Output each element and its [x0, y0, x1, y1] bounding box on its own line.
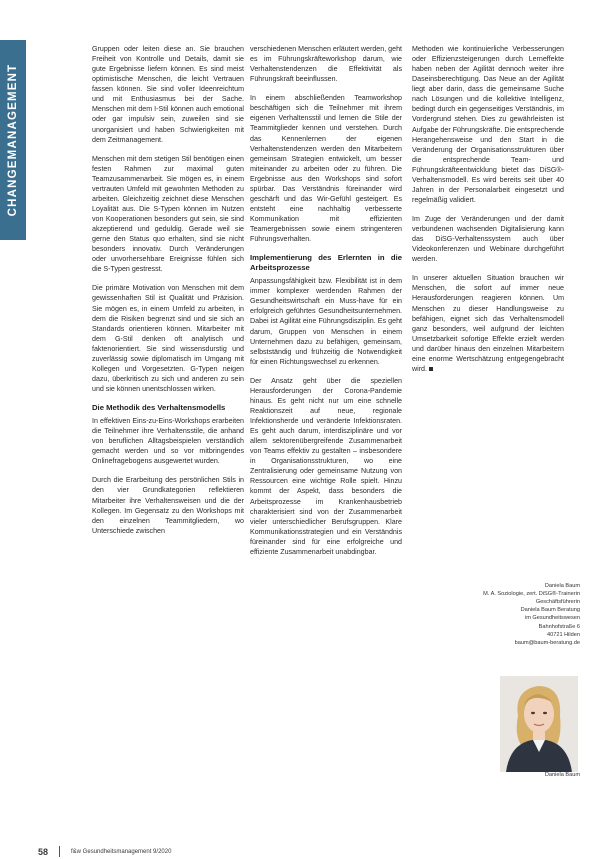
column-2 [250, 44, 402, 566]
section-heading: Die Methodik des Verhaltensmodells [92, 403, 226, 413]
column-3 [412, 44, 564, 383]
page-number: 58 [38, 846, 49, 857]
paragraph-final [412, 273, 564, 374]
author-city: 40721 Hilden [547, 631, 580, 638]
end-mark-icon [429, 367, 433, 371]
paragraph: Durch die Erarbeitung des persönlichen Stils in den vier Grundkategorien reflektieren Mitarbeiter ihre Verhaltensweisen und die der Kollegen. Im Gegensatz zu den Workshops mit den einzelnen Teammitgliedern, wo Unterschiede zwischen [92, 476, 244, 535]
photo-caption: Daniela Baum [544, 772, 580, 778]
author-name: Daniela Baum [544, 583, 580, 589]
paragraph-text: In unserer aktuellen Situation brauchen wir Menschen, die sofort auf immer neue Herausforderungen reagieren können. Um Menschen zu dieser Handlungsweise zu befähigen, eignet sich das Verhaltensmodell ganz besonders, weil aufgrund der leichten Umsetzbarkeit sofortige Effekte erzielt werden und darüber hinaus den einzelnen Mitarbeitern eine enorme Wertschätzung entgegengebracht wird. [412, 274, 564, 373]
section-label: CHANGEMANAGEMENT [7, 63, 19, 217]
paragraph: In einem abschließenden Teamworkshop beschäftigen sich die Teilnehmer mit ihrem eigenen Verhaltensstil und lernen die Stile der Teammitglieder kennen und verstehen. Durch das Kennenlernen der eigenen Verhaltenstendenzen werden den Mitarbeitern gemeinsam Strategien entwickelt, um besser miteinander zu arbeiten oder zu führen. Die Ergebnisse aus den Workshops sind sofort spürbar. Das Verständnis füreinander wird geschärft und das Wir-Gefühl gesteigert. Es entsteht eine nachhaltig verbesserte Kommunikation mit effizienten Teamergebnissen sowie einem stringenteren Führungsverhalten. [250, 94, 402, 244]
author-company: Daniela Baum Beratung [520, 607, 580, 614]
footer-divider [59, 846, 60, 857]
paragraph: In effektiven Eins-zu-Eins-Workshops erarbeiten die Teilnehmer ihre Verhaltensstile, die anhand von beruflichen Alltagsbeispielen verständlich gemacht werden und so vor mitbringendes Onlinefragebogens ausgewertet wurden. [92, 417, 244, 466]
paragraph: Menschen mit dem stetigen Stil benötigen einen festen Rahmen zur maximal guten Teamzusammenarbeit. Sie mögen es, in einem vertrauten Umfeld mit gewohnten Methoden zu arbeiten. Gleichzeitig zeichnet diese Menschen Loyalität aus. Die S-Typen können im Nutzen von Kooperationen besonders gut sein, sie sind akzeptierend und geduldig. Gerade weil sie gerne den Status quo erhalten, sind sie nicht besonders innovativ. Durch Veränderungen oder unvorhersehbare Ereignisse fühlen sich die S-Typen gestresst. [92, 154, 244, 274]
author-title: M. A. Soziologie, zert. DiSG®-Trainerin [483, 591, 580, 598]
section-tab [0, 40, 26, 240]
author-email[interactable]: baum@baum-beratung.de [514, 639, 580, 646]
author-company-line2: im Gesundheitswesen [524, 615, 580, 622]
paragraph: Methoden wie kontinuierliche Verbesserungen oder Effizienzsteigerungen durch Lerneffekte haben neben der Agilität dennoch weiter ihre Daseinsberechtigung. Das Neue an der Agilität liegt aber darin, dass die gemeinsame Suche nach Lösungen und die kollektive Intelligenz, bedingt durch ein gegenseitiges Verständnis, im Vordergrund stehen. Dies zu gewährleisten ist Aufgabe der Führungskräfte. Die entsprechende Herangehensweise und den Start in die Veränderung der Organisationsstrukturen über die entsprechende Team- und Führungskräfteentwicklung bietet das DiSG®-Verhaltensmodell. Es wird bereits seit über 40 Jahren in der Personalarbeit eingesetzt und regelmäßig validiert. [412, 45, 564, 204]
paragraph: Anpassungsfähigkeit bzw. Flexibilität ist in dem immer komplexer werdenden Rahmen der Gesundheitswirtschaft ein Muss-have für ein erfolgreich geführtes Gesundheitsunternehmen. Dabei ist Agilität eine Führungsdisziplin. Es geht darum, Gruppen von Menschen in einem Unternehmen dazu zu befähigen, gemeinsam, selbstständig und frühzeitig die Notwendigkeit für einen Richtungswechsel zu erkennen. [250, 277, 402, 366]
section-heading: Implementierung des Erlernten in die Arbeitsprozesse [250, 253, 402, 273]
paragraph: verschiedenen Menschen erläutert werden, geht es im Führungskräfteworkshop darum, wie Verhaltenstendenzen die Effektivität als Führungskraft beeinflussen. [250, 45, 402, 84]
paragraph: Die primäre Motivation von Menschen mit dem gewissenhaften Stil ist Qualität und Präzision. Sie mögen es, in einem Umfeld zu arbeiten, in dem die Risiken begrenzt sind und sie sich an Standards orientieren können. Mitarbeiter mit dem G-Stil denken oft analytisch und faktenorientiert. Sie sind wissensdurstig und zuverlässig sowie diplomatisch im Umgang mit Kollegen und Vorgesetzten. G-Typen neigen dazu, überkritisch zu sich und anderen zu sein und sie können unentschlossen wirken. [92, 284, 244, 393]
portrait-illustration [500, 676, 578, 772]
magazine-issue: f&w Gesundheitsmanagement 9/2020 [71, 848, 172, 855]
paragraph: Im Zuge der Veränderungen und der damit verbundenen wachsenden Digitalisierung kann das DiSG-Verhaltenssystem auch über Videokonferenzen und Webinare durchgeführt werden. [412, 215, 564, 264]
paragraph: Gruppen oder leiten diese an. Sie brauchen Freiheit von Kontrolle und Details, damit sie gute Ergebnisse liefern können. Es sind meist optimistische Menschen, die leicht Vertrauen fassen können. Sie sind voller Ideenreichtum und mit Enthusiasmus bei der Sache. Menschen mit dem I-Stil können auch emotional oder gar impulsiv sein, zuweilen sind sie unorganisiert und haben Schwierigkeiten mit dem Zeitmanagement. [92, 45, 244, 144]
column-1 [92, 44, 244, 545]
author-street: Bahnhofstraße 6 [538, 623, 580, 630]
author-role: Geschäftsführerin [535, 599, 580, 606]
page-footer [38, 846, 171, 857]
author-photo [500, 676, 578, 772]
author-info [420, 582, 580, 647]
paragraph: Der Ansatz geht über die speziellen Herausforderungen der Corona-Pandemie hinaus. Es geht nicht nur um eine schnelle Reaktionszeit auf neue, regionale Infektionsherde und veränderte Infektionsraten. Es geht auch darum, interdisziplinäre und vor allem sektorenübergreifende Zusammenarbeit von Teams effektiv zu gestalten – insbesondere in Organisationsstrukturen, wo eine Zentralisierung oder gemeinsame Nutzung von Ressourcen eine wichtige Rolle spielt. Hinzu kommt der Aspekt, dass besonders die Arbeitsprozesse im Krankenhausbetrieb charakterisiert sind von der Zusammenarbeit vieler unterschiedlicher Berufsgruppen. Klare Kommunikationsstrategien und ein Verständnis füreinander sind für eine erfolgreiche und effiziente Zusammenarbeit unabdingbar. [250, 376, 402, 556]
